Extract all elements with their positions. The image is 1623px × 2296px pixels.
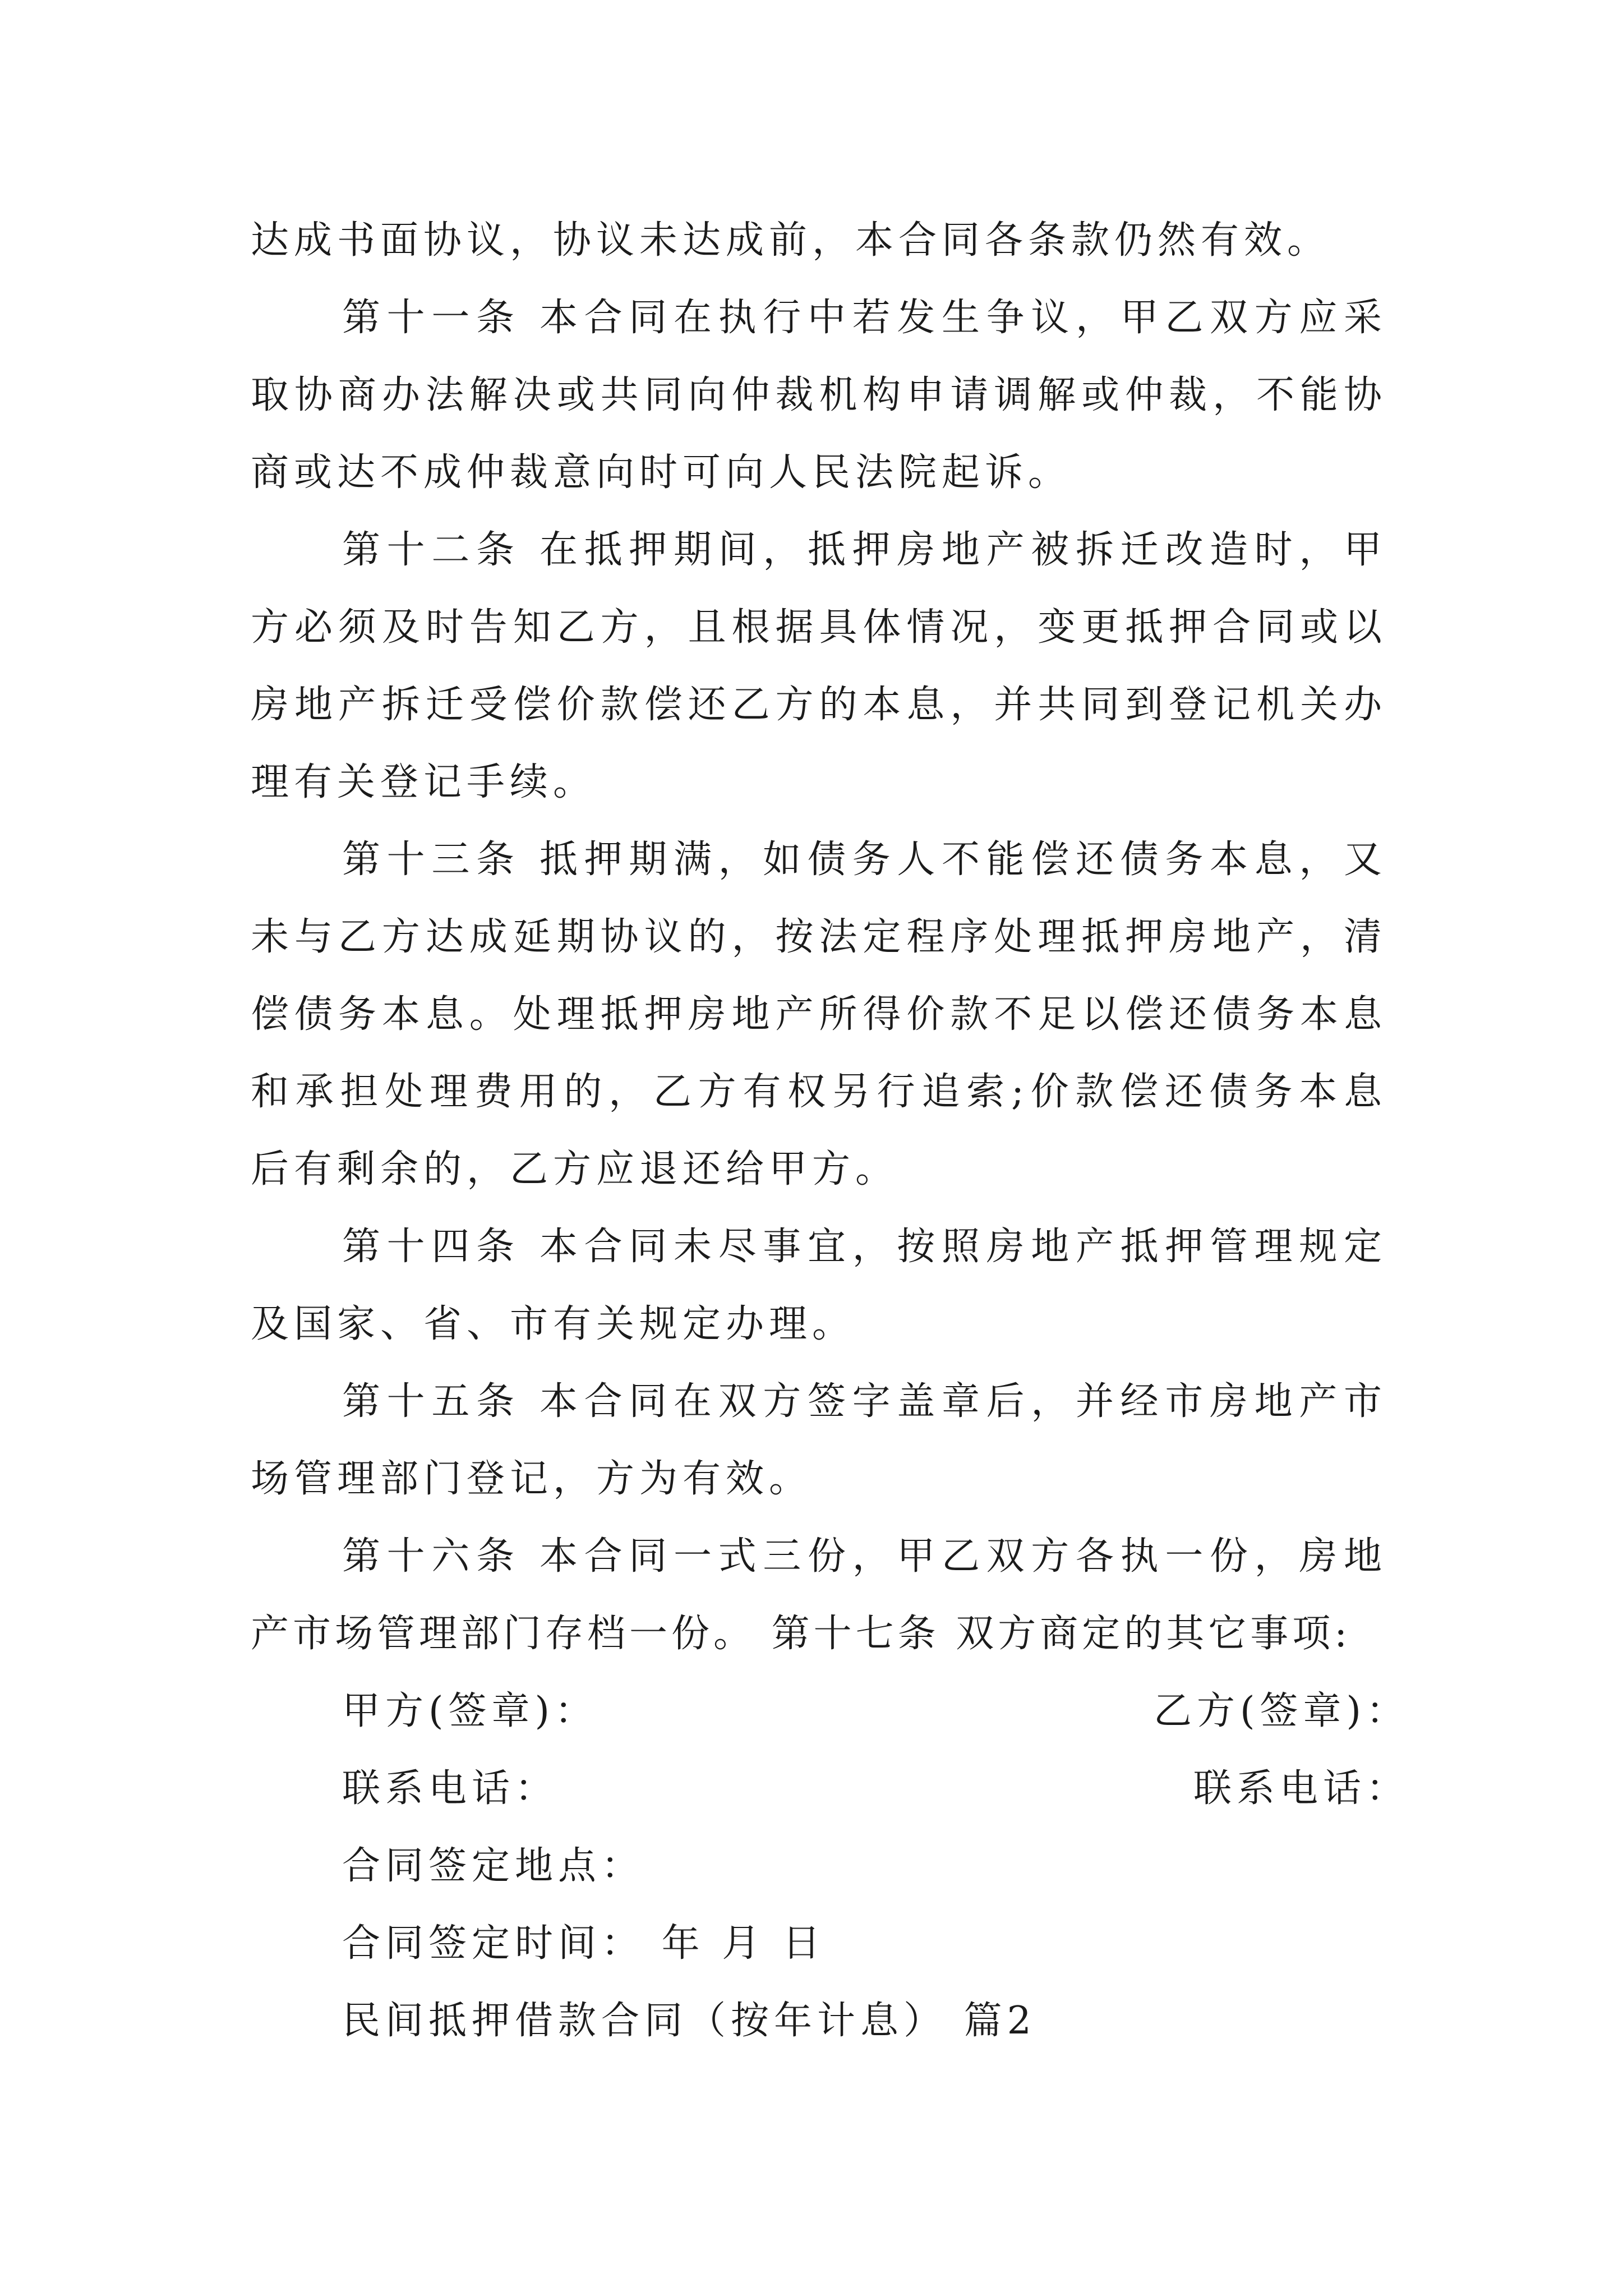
signing-time-label: 合同签定时间： 年 月 日 — [342, 1921, 826, 1966]
text-line: 第十四条 本合同未尽事宜，按照房地产抵押管理规定 — [342, 1225, 1387, 1269]
article-15-paragraph — [251, 1363, 1387, 1518]
text-line: 第十一条 本合同在执行中若发生争议，甲乙双方应采 — [342, 296, 1387, 340]
party-b-signature-label: 乙方(签章)： — [1153, 1689, 1409, 1733]
party-a-phone-label: 联系电话： — [342, 1766, 559, 1811]
article-14-paragraph — [251, 1208, 1387, 1363]
text-line: 后有剩余的，乙方应退还给甲方。 — [251, 1147, 899, 1191]
signature-row — [251, 1673, 1409, 1750]
paragraph-continuation — [251, 202, 1387, 279]
party-a-signature-label: 甲方(签章)： — [342, 1689, 598, 1733]
text-line: 方必须及时告知乙方，且根据具体情况，变更抵押合同或以 — [251, 605, 1387, 650]
text-line: 商或达不成仲裁意向时可向人民法院起诉。 — [251, 450, 1072, 495]
document-body — [251, 202, 1409, 2060]
text-line: 和承担处理费用的，乙方有权另行追索;价款偿还债务本息 — [251, 1070, 1387, 1114]
text-line: 未与乙方达成延期协议的，按法定程序处理抵押房地产，清 — [251, 915, 1387, 959]
article-16-paragraph — [251, 1518, 1387, 1673]
text-line: 第十三条 抵押期满，如债务人不能偿还债务本息，又 — [342, 838, 1387, 882]
phone-row — [251, 1750, 1409, 1828]
text-line: 第十五条 本合同在双方签字盖章后，并经市房地产市 — [342, 1379, 1387, 1424]
signing-place-label: 合同签定地点： — [342, 1844, 645, 1888]
text-line: 理有关登记手续。 — [251, 760, 597, 804]
text-line: 产市场管理部门存档一份。 第十七条 双方商定的其它事项: — [251, 1612, 1352, 1656]
text-line: 偿债务本息。处理抵押房地产所得价款不足以偿还债务本息 — [251, 992, 1387, 1037]
text-line: 第十六条 本合同一式三份，甲乙双方各执一份，房地 — [342, 1534, 1387, 1579]
next-section-title: 民间抵押借款合同（按年计息） 篇2 — [342, 1999, 1036, 2043]
text-line: 取协商办法解决或共同向仲裁机构申请调解或仲裁，不能协 — [251, 373, 1387, 417]
text-line: 达成书面协议，协议未达成前，本合同各条款仍然有效。 — [251, 218, 1331, 263]
article-12-paragraph — [251, 512, 1387, 821]
signature-block — [251, 1673, 1409, 1982]
text-line: 第十二条 在抵押期间，抵押房地产被拆迁改造时，甲 — [342, 528, 1387, 572]
text-line: 房地产拆迁受偿价款偿还乙方的本息，并共同到登记机关办 — [251, 683, 1387, 727]
text-line: 及国家、省、市有关规定办理。 — [251, 1302, 856, 1346]
text-line: 场管理部门登记，方为有效。 — [251, 1457, 813, 1501]
article-13-paragraph — [251, 821, 1387, 1208]
article-11-paragraph — [251, 279, 1387, 512]
party-b-phone-label: 联系电话： — [1193, 1766, 1409, 1811]
